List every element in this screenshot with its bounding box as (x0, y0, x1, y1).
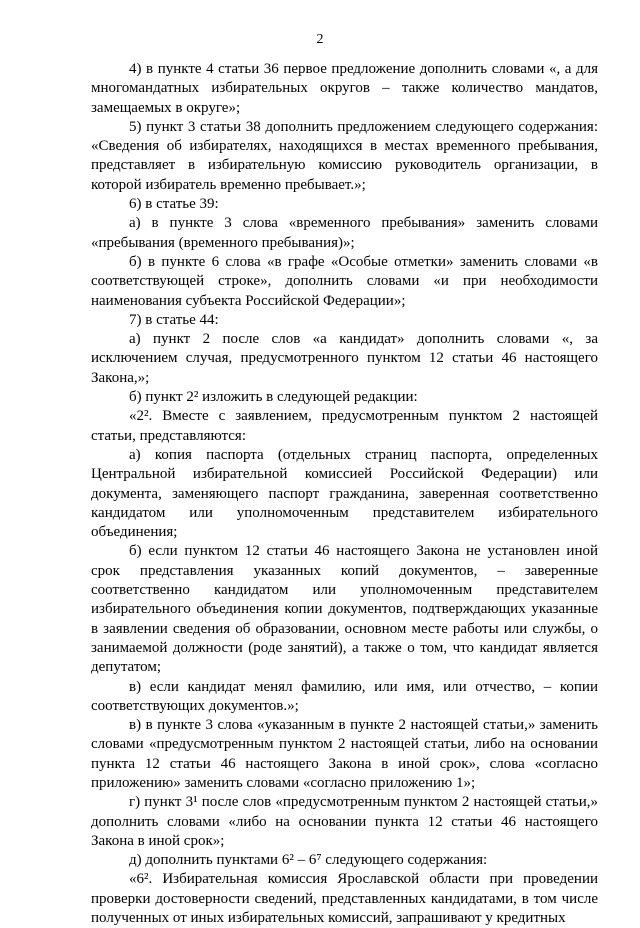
paragraph: в) если кандидат менял фамилию, или имя, или отчество, – копии соответствующих документов.»; (91, 678, 598, 714)
paragraph: б) в пункте 6 слова «в графе «Особые отметки» заменить словами «в соответствующей строке», дополнить словами «и при необходимости наименования субъекта Российской Федерации»; (91, 253, 598, 309)
page-number: 2 (316, 32, 324, 47)
paragraph: «6². Избирательная комиссия Ярославской области при проведении проверки достоверности сведений, представленных кандидатами, в том числе полученных от иных избирательных комиссий, запрашивают у кредитных (91, 871, 598, 927)
paragraph: а) пункт 2 после слов «а кандидат» дополнить словами «, за исключением случая, предусмотренного пунктом 12 статьи 46 настоящего Закона,»; (91, 331, 598, 386)
paragraph: б) если пунктом 12 статьи 46 настоящего Закона не установлен иной срок представления указанных копий документов, – заверенные соответственно кандидатом или уполномоченным представителем избирательного объединения копии документов, подтверждающих указанные в заявлении сведения об образовании, основном месте работы или службы, о занимаемой должности (роде занятий), а также о том, что кандидат является депутатом; (91, 543, 598, 676)
paragraph: 6) в статье 39: (129, 196, 219, 213)
paragraph: б) пункт 2² изложить в следующей редакции: (129, 389, 418, 406)
paragraph: а) копия паспорта (отдельных страниц паспорта, определенных Центральной избирательной комиссией Российской Федерации) или документа, заменяющего паспорт гражданина, заверенная соответственно кандидатом или уполномоченным представителем избирательного объединения; (91, 446, 598, 541)
paragraph: д) дополнить пунктами 6² – 6⁷ следующего содержания: (129, 852, 488, 869)
paragraph: а) в пункте 3 слова «временного пребывания» заменить словами «пребывания (временного пребывания)»; (91, 215, 598, 251)
document-body (91, 60, 598, 928)
paragraph: г) пункт 3¹ после слов «предусмотренным пунктом 2 настоящей статьи,» дополнить словами «либо на основании пункта 12 статьи 46 настоящего Закона в иной срок»; (91, 794, 598, 849)
paragraph: «2². Вместе с заявлением, предусмотренным пунктом 2 настоящей статьи, представляются: (91, 408, 598, 444)
paragraph: в) в пункте 3 слова «указанным в пункте 2 настоящей статьи,» заменить словами «предусмотренным пунктом 2 настоящей статьи, либо на основании пункта 12 статьи 46 настоящего Закона в иной срок», слова «согласно приложению» заменить словами «согласно приложению 1»; (91, 717, 598, 791)
paragraph: 4) в пункте 4 статьи 36 первое предложение дополнить словами «, а для многомандатных избирательных округов – также количество мандатов, замещаемых в округе»; (91, 61, 598, 116)
paragraph: 5) пункт 3 статьи 38 дополнить предложением следующего содержания: «Сведения об избирателях, находящихся в местах временного пребывания, представляет в избирательную комиссию руководитель организации, в которой избиратель временно пребывает.»; (91, 118, 598, 193)
paragraph: 7) в статье 44: (129, 311, 219, 328)
